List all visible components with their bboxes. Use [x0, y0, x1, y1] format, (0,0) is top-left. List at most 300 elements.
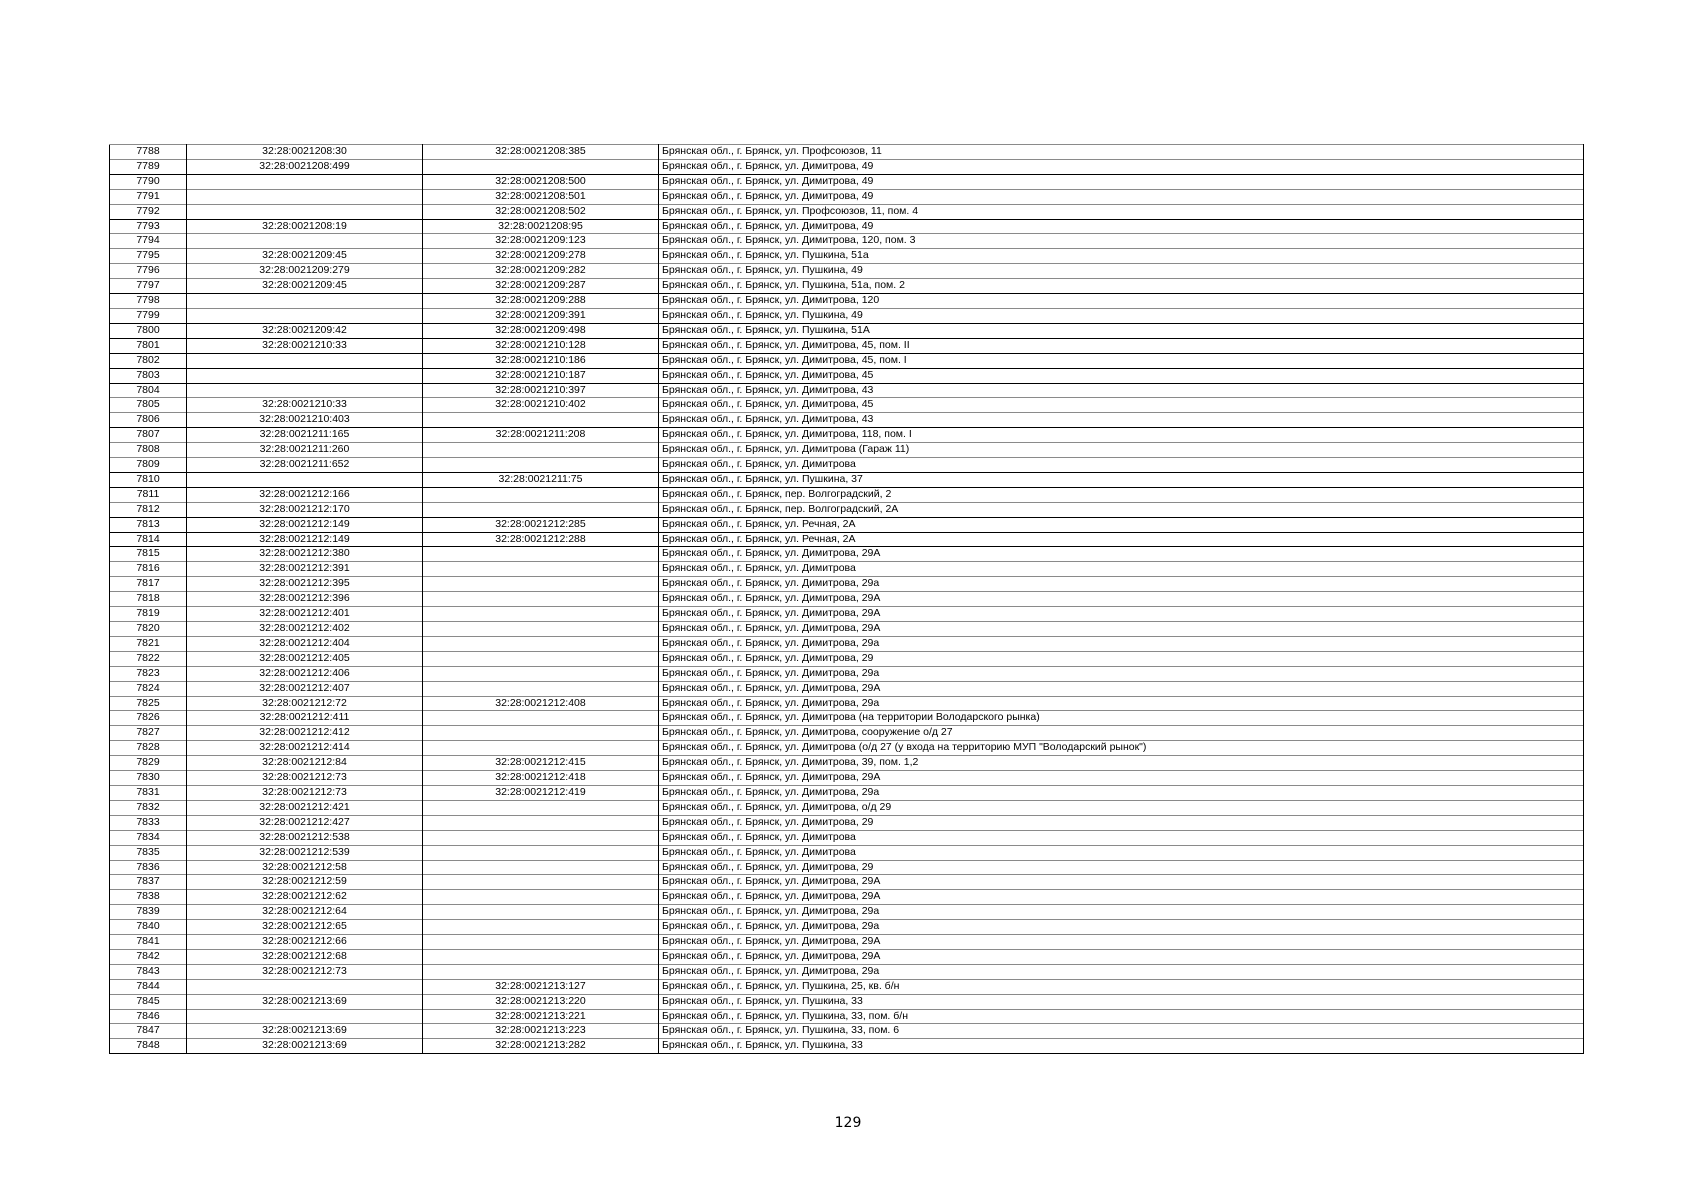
cadastral-number-1-cell: 32:28:0021212:405: [187, 651, 423, 666]
table-row: [110, 145, 1584, 160]
table-row: [110, 249, 1584, 264]
table-row: [110, 800, 1584, 815]
cadastral-number-1-cell: 32:28:0021211:652: [187, 458, 423, 473]
row-number-cell: 7812: [110, 502, 187, 517]
row-number-cell: 7789: [110, 159, 187, 174]
cadastral-number-1-cell: [187, 234, 423, 249]
cadastral-number-1-cell: 32:28:0021212:73: [187, 964, 423, 979]
address-cell: Брянская обл., г. Брянск, ул. Димитрова (на территории Володарского рынка): [659, 711, 1584, 726]
row-number-cell: 7810: [110, 472, 187, 487]
row-number-cell: 7808: [110, 443, 187, 458]
row-number-cell: 7788: [110, 145, 187, 160]
row-number-cell: 7799: [110, 308, 187, 323]
table-row: [110, 458, 1584, 473]
table-row: [110, 696, 1584, 711]
cadastral-number-1-cell: 32:28:0021211:165: [187, 428, 423, 443]
cadastral-number-1-cell: 32:28:0021212:539: [187, 845, 423, 860]
address-cell: Брянская обл., г. Брянск, ул. Димитрова, 45, пом. I: [659, 353, 1584, 368]
table-row: [110, 547, 1584, 562]
cadastral-number-2-cell: [423, 711, 659, 726]
address-cell: Брянская обл., г. Брянск, ул. Профсоюзов, 11: [659, 145, 1584, 160]
cadastral-number-2-cell: [423, 875, 659, 890]
address-cell: Брянская обл., г. Брянск, ул. Димитрова (Гараж 11): [659, 443, 1584, 458]
cadastral-number-1-cell: [187, 979, 423, 994]
cadastral-number-2-cell: 32:28:0021213:127: [423, 979, 659, 994]
cadastral-number-2-cell: [423, 577, 659, 592]
address-cell: Брянская обл., г. Брянск, ул. Димитрова, 29А: [659, 681, 1584, 696]
address-cell: Брянская обл., г. Брянск, ул. Димитрова: [659, 830, 1584, 845]
address-cell: Брянская обл., г. Брянск, ул. Димитрова, 29а: [659, 577, 1584, 592]
table-row: [110, 398, 1584, 413]
address-cell: Брянская обл., г. Брянск, ул. Димитрова, 120, пом. 3: [659, 234, 1584, 249]
address-cell: Брянская обл., г. Брянск, ул. Димитрова, о/д 29: [659, 800, 1584, 815]
cadastral-number-1-cell: 32:28:0021212:427: [187, 815, 423, 830]
row-number-cell: 7805: [110, 398, 187, 413]
address-cell: Брянская обл., г. Брянск, ул. Димитрова, 49: [659, 189, 1584, 204]
cadastral-number-2-cell: 32:28:0021209:123: [423, 234, 659, 249]
row-number-cell: 7804: [110, 383, 187, 398]
row-number-cell: 7815: [110, 547, 187, 562]
table-row: [110, 607, 1584, 622]
cadastral-number-2-cell: 32:28:0021210:397: [423, 383, 659, 398]
cadastral-number-2-cell: [423, 666, 659, 681]
table-row: [110, 443, 1584, 458]
row-number-cell: 7830: [110, 771, 187, 786]
cadastral-number-2-cell: 32:28:0021209:282: [423, 264, 659, 279]
cadastral-number-2-cell: [423, 860, 659, 875]
address-cell: Брянская обл., г. Брянск, ул. Пушкина, 49: [659, 264, 1584, 279]
address-cell: Брянская обл., г. Брянск, ул. Пушкина, 51а, пом. 2: [659, 279, 1584, 294]
cadastral-number-1-cell: 32:28:0021212:73: [187, 771, 423, 786]
row-number-cell: 7838: [110, 890, 187, 905]
table-row: [110, 741, 1584, 756]
cadastral-number-2-cell: 32:28:0021213:282: [423, 1039, 659, 1054]
cadastral-number-1-cell: 32:28:0021212:72: [187, 696, 423, 711]
cadastral-number-1-cell: [187, 353, 423, 368]
address-cell: Брянская обл., г. Брянск, пер. Волгоградский, 2: [659, 487, 1584, 502]
cadastral-number-2-cell: 32:28:0021213:221: [423, 1009, 659, 1024]
cadastral-number-1-cell: 32:28:0021209:45: [187, 249, 423, 264]
cadastral-number-1-cell: 32:28:0021212:407: [187, 681, 423, 696]
cadastral-number-1-cell: 32:28:0021212:170: [187, 502, 423, 517]
address-cell: Брянская обл., г. Брянск, ул. Пушкина, 37: [659, 472, 1584, 487]
row-number-cell: 7806: [110, 413, 187, 428]
address-cell: Брянская обл., г. Брянск, ул. Димитрова, 29а: [659, 920, 1584, 935]
cadastral-number-2-cell: 32:28:0021213:220: [423, 994, 659, 1009]
cadastral-number-1-cell: [187, 294, 423, 309]
table-row: [110, 413, 1584, 428]
cadastral-number-1-cell: 32:28:0021208:30: [187, 145, 423, 160]
cadastral-number-1-cell: 32:28:0021209:45: [187, 279, 423, 294]
cadastral-number-1-cell: 32:28:0021210:33: [187, 338, 423, 353]
cadastral-number-2-cell: [423, 726, 659, 741]
address-cell: Брянская обл., г. Брянск, ул. Пушкина, 25, кв. б/н: [659, 979, 1584, 994]
address-cell: Брянская обл., г. Брянск, ул. Димитрова, 120: [659, 294, 1584, 309]
address-cell: Брянская обл., г. Брянск, ул. Димитрова, 29а: [659, 666, 1584, 681]
row-number-cell: 7822: [110, 651, 187, 666]
address-cell: Брянская обл., г. Брянск, ул. Димитрова, 29А: [659, 547, 1584, 562]
cadastral-number-1-cell: 32:28:0021212:396: [187, 592, 423, 607]
row-number-cell: 7792: [110, 204, 187, 219]
cadastral-number-2-cell: [423, 547, 659, 562]
row-number-cell: 7824: [110, 681, 187, 696]
row-number-cell: 7797: [110, 279, 187, 294]
cadastral-number-2-cell: 32:28:0021210:186: [423, 353, 659, 368]
cadastral-number-2-cell: 32:28:0021213:223: [423, 1024, 659, 1039]
table-row: [110, 771, 1584, 786]
table-row: [110, 368, 1584, 383]
cadastral-number-1-cell: 32:28:0021208:499: [187, 159, 423, 174]
cadastral-number-2-cell: [423, 592, 659, 607]
address-cell: Брянская обл., г. Брянск, ул. Димитрова, 29а: [659, 636, 1584, 651]
address-cell: Брянская обл., г. Брянск, ул. Димитрова: [659, 458, 1584, 473]
row-number-cell: 7827: [110, 726, 187, 741]
table-row: [110, 428, 1584, 443]
cadastral-number-2-cell: [423, 815, 659, 830]
address-cell: Брянская обл., г. Брянск, ул. Димитрова, 29: [659, 860, 1584, 875]
address-cell: Брянская обл., г. Брянск, ул. Димитрова: [659, 562, 1584, 577]
cadastral-number-2-cell: 32:28:0021209:288: [423, 294, 659, 309]
cadastral-number-2-cell: 32:28:0021208:501: [423, 189, 659, 204]
row-number-cell: 7828: [110, 741, 187, 756]
cadastral-number-1-cell: [187, 308, 423, 323]
row-number-cell: 7801: [110, 338, 187, 353]
cadastral-number-1-cell: 32:28:0021212:411: [187, 711, 423, 726]
cadastral-number-1-cell: 32:28:0021213:69: [187, 1024, 423, 1039]
row-number-cell: 7795: [110, 249, 187, 264]
cadastral-number-2-cell: 32:28:0021208:500: [423, 174, 659, 189]
address-cell: Брянская обл., г. Брянск, ул. Пушкина, 33, пом. б/н: [659, 1009, 1584, 1024]
cadastral-number-2-cell: 32:28:0021209:278: [423, 249, 659, 264]
table-row: [110, 636, 1584, 651]
row-number-cell: 7839: [110, 905, 187, 920]
cadastral-number-1-cell: 32:28:0021212:404: [187, 636, 423, 651]
cadastral-number-1-cell: 32:28:0021209:42: [187, 323, 423, 338]
address-cell: Брянская обл., г. Брянск, ул. Димитрова, 49: [659, 174, 1584, 189]
cadastral-number-1-cell: 32:28:0021211:260: [187, 443, 423, 458]
cadastral-number-1-cell: [187, 1009, 423, 1024]
row-number-cell: 7834: [110, 830, 187, 845]
table-row: [110, 935, 1584, 950]
row-number-cell: 7842: [110, 949, 187, 964]
row-number-cell: 7811: [110, 487, 187, 502]
cadastral-number-1-cell: 32:28:0021212:68: [187, 949, 423, 964]
cadastral-number-1-cell: 32:28:0021212:73: [187, 785, 423, 800]
cadastral-number-1-cell: 32:28:0021213:69: [187, 1039, 423, 1054]
row-number-cell: 7817: [110, 577, 187, 592]
table-row: [110, 994, 1584, 1009]
table-row: [110, 532, 1584, 547]
table-row: [110, 353, 1584, 368]
cadastral-number-2-cell: 32:28:0021209:498: [423, 323, 659, 338]
cadastral-number-1-cell: 32:28:0021212:538: [187, 830, 423, 845]
cadastral-number-2-cell: [423, 443, 659, 458]
row-number-cell: 7835: [110, 845, 187, 860]
row-number-cell: 7790: [110, 174, 187, 189]
cadastral-number-2-cell: 32:28:0021211:75: [423, 472, 659, 487]
row-number-cell: 7802: [110, 353, 187, 368]
cadastral-number-1-cell: 32:28:0021209:279: [187, 264, 423, 279]
row-number-cell: 7803: [110, 368, 187, 383]
table-row: [110, 502, 1584, 517]
cadastral-number-2-cell: [423, 607, 659, 622]
row-number-cell: 7819: [110, 607, 187, 622]
row-number-cell: 7847: [110, 1024, 187, 1039]
cadastral-number-2-cell: [423, 413, 659, 428]
cadastral-number-1-cell: 32:28:0021212:59: [187, 875, 423, 890]
cadastral-number-1-cell: 32:28:0021212:149: [187, 532, 423, 547]
row-number-cell: 7825: [110, 696, 187, 711]
address-cell: Брянская обл., г. Брянск, ул. Димитрова, 29а: [659, 964, 1584, 979]
cadastral-number-2-cell: [423, 800, 659, 815]
row-number-cell: 7823: [110, 666, 187, 681]
table-row: [110, 726, 1584, 741]
cadastral-number-1-cell: 32:28:0021212:149: [187, 517, 423, 532]
cadastral-number-2-cell: [423, 830, 659, 845]
cadastral-number-2-cell: [423, 562, 659, 577]
address-cell: Брянская обл., г. Брянск, ул. Пушкина, 33: [659, 994, 1584, 1009]
cadastral-number-1-cell: 32:28:0021212:406: [187, 666, 423, 681]
address-cell: Брянская обл., г. Брянск, ул. Пушкина, 49: [659, 308, 1584, 323]
table-row: [110, 383, 1584, 398]
cadastral-number-1-cell: 32:28:0021212:64: [187, 905, 423, 920]
address-cell: Брянская обл., г. Брянск, ул. Димитрова, 29А: [659, 949, 1584, 964]
table-row: [110, 487, 1584, 502]
address-cell: Брянская обл., г. Брянск, ул. Димитрова, 29А: [659, 935, 1584, 950]
row-number-cell: 7818: [110, 592, 187, 607]
cadastral-number-2-cell: 32:28:0021212:288: [423, 532, 659, 547]
row-number-cell: 7793: [110, 219, 187, 234]
cadastral-number-2-cell: 32:28:0021208:95: [423, 219, 659, 234]
table-row: [110, 517, 1584, 532]
row-number-cell: 7800: [110, 323, 187, 338]
cadastral-number-2-cell: [423, 935, 659, 950]
table-row: [110, 756, 1584, 771]
address-cell: Брянская обл., г. Брянск, ул. Димитрова, сооружение о/д 27: [659, 726, 1584, 741]
row-number-cell: 7837: [110, 875, 187, 890]
address-cell: Брянская обл., г. Брянск, ул. Димитрова, 29: [659, 651, 1584, 666]
address-cell: Брянская обл., г. Брянск, ул. Речная, 2А: [659, 517, 1584, 532]
row-number-cell: 7833: [110, 815, 187, 830]
cadastral-number-2-cell: 32:28:0021209:287: [423, 279, 659, 294]
cadastral-number-2-cell: 32:28:0021212:408: [423, 696, 659, 711]
cadastral-number-2-cell: [423, 890, 659, 905]
address-cell: Брянская обл., г. Брянск, ул. Димитрова, 29а: [659, 696, 1584, 711]
cadastral-number-2-cell: [423, 651, 659, 666]
cadastral-number-1-cell: 32:28:0021212:65: [187, 920, 423, 935]
table-row: [110, 1009, 1584, 1024]
row-number-cell: 7814: [110, 532, 187, 547]
cadastral-number-2-cell: [423, 905, 659, 920]
table-row: [110, 174, 1584, 189]
page-number: 129: [834, 1115, 862, 1131]
cadastral-number-1-cell: [187, 174, 423, 189]
cadastral-number-2-cell: [423, 741, 659, 756]
cadastral-table: [109, 144, 1584, 1054]
table-row: [110, 562, 1584, 577]
row-number-cell: 7807: [110, 428, 187, 443]
cadastral-number-2-cell: [423, 681, 659, 696]
row-number-cell: 7796: [110, 264, 187, 279]
cadastral-number-1-cell: 32:28:0021212:421: [187, 800, 423, 815]
table-row: [110, 338, 1584, 353]
address-cell: Брянская обл., г. Брянск, ул. Димитрова, 45: [659, 368, 1584, 383]
row-number-cell: 7809: [110, 458, 187, 473]
address-cell: Брянская обл., г. Брянск, ул. Димитрова, 29А: [659, 607, 1584, 622]
address-cell: Брянская обл., г. Брянск, ул. Димитрова, 43: [659, 383, 1584, 398]
table-row: [110, 189, 1584, 204]
table-row: [110, 830, 1584, 845]
row-number-cell: 7841: [110, 935, 187, 950]
cadastral-number-1-cell: [187, 383, 423, 398]
row-number-cell: 7794: [110, 234, 187, 249]
cadastral-number-2-cell: [423, 622, 659, 637]
table-row: [110, 920, 1584, 935]
row-number-cell: 7826: [110, 711, 187, 726]
table-row: [110, 1024, 1584, 1039]
address-cell: Брянская обл., г. Брянск, ул. Пушкина, 51а: [659, 249, 1584, 264]
table-row: [110, 711, 1584, 726]
cadastral-number-1-cell: 32:28:0021212:380: [187, 547, 423, 562]
cadastral-number-1-cell: 32:28:0021212:166: [187, 487, 423, 502]
row-number-cell: 7846: [110, 1009, 187, 1024]
table-row: [110, 905, 1584, 920]
table-row: [110, 815, 1584, 830]
cadastral-number-1-cell: [187, 204, 423, 219]
address-cell: Брянская обл., г. Брянск, ул. Димитрова, 29а: [659, 905, 1584, 920]
table-row: [110, 785, 1584, 800]
table-row: [110, 875, 1584, 890]
table-row: [110, 204, 1584, 219]
table-row: [110, 592, 1584, 607]
cadastral-number-2-cell: 32:28:0021212:285: [423, 517, 659, 532]
cadastral-number-2-cell: [423, 502, 659, 517]
table-row: [110, 860, 1584, 875]
cadastral-number-1-cell: 32:28:0021212:58: [187, 860, 423, 875]
cadastral-number-2-cell: [423, 949, 659, 964]
cadastral-number-1-cell: [187, 472, 423, 487]
cadastral-number-1-cell: [187, 368, 423, 383]
address-cell: Брянская обл., г. Брянск, ул. Димитрова, 45: [659, 398, 1584, 413]
cadastral-number-1-cell: 32:28:0021212:402: [187, 622, 423, 637]
address-cell: Брянская обл., г. Брянск, ул. Димитрова, 118, пом. I: [659, 428, 1584, 443]
table-body: [110, 145, 1584, 1054]
cadastral-number-1-cell: [187, 189, 423, 204]
table-row: [110, 234, 1584, 249]
address-cell: Брянская обл., г. Брянск, ул. Димитрова, 49: [659, 219, 1584, 234]
address-cell: Брянская обл., г. Брянск, ул. Пушкина, 33: [659, 1039, 1584, 1054]
address-cell: Брянская обл., г. Брянск, ул. Димитрова, 39, пом. 1,2: [659, 756, 1584, 771]
cadastral-number-1-cell: 32:28:0021212:391: [187, 562, 423, 577]
cadastral-number-1-cell: 32:28:0021212:401: [187, 607, 423, 622]
row-number-cell: 7848: [110, 1039, 187, 1054]
cadastral-number-1-cell: 32:28:0021208:19: [187, 219, 423, 234]
table-row: [110, 964, 1584, 979]
address-cell: Брянская обл., г. Брянск, ул. Димитрова: [659, 845, 1584, 860]
address-cell: Брянская обл., г. Брянск, ул. Димитрова, 29А: [659, 592, 1584, 607]
cadastral-number-2-cell: 32:28:0021210:187: [423, 368, 659, 383]
row-number-cell: 7845: [110, 994, 187, 1009]
table-row: [110, 890, 1584, 905]
table-row: [110, 264, 1584, 279]
cadastral-number-2-cell: 32:28:0021212:418: [423, 771, 659, 786]
address-cell: Брянская обл., г. Брянск, ул. Димитрова, 43: [659, 413, 1584, 428]
address-cell: Брянская обл., г. Брянск, ул. Димитрова, 29А: [659, 622, 1584, 637]
table-row: [110, 219, 1584, 234]
table-row: [110, 159, 1584, 174]
row-number-cell: 7821: [110, 636, 187, 651]
row-number-cell: 7798: [110, 294, 187, 309]
row-number-cell: 7832: [110, 800, 187, 815]
address-cell: Брянская обл., г. Брянск, ул. Димитрова (о/д 27 (у входа на территорию МУП "Володарский рынок"): [659, 741, 1584, 756]
address-cell: Брянская обл., г. Брянск, ул. Димитрова, 29А: [659, 771, 1584, 786]
row-number-cell: 7840: [110, 920, 187, 935]
row-number-cell: 7831: [110, 785, 187, 800]
cadastral-number-1-cell: 32:28:0021213:69: [187, 994, 423, 1009]
cadastral-number-2-cell: 32:28:0021209:391: [423, 308, 659, 323]
address-cell: Брянская обл., г. Брянск, пер. Волгоградский, 2А: [659, 502, 1584, 517]
address-cell: Брянская обл., г. Брянск, ул. Речная, 2А: [659, 532, 1584, 547]
table-row: [110, 845, 1584, 860]
table-row: [110, 577, 1584, 592]
cadastral-number-1-cell: 32:28:0021210:403: [187, 413, 423, 428]
table-row: [110, 979, 1584, 994]
address-cell: Брянская обл., г. Брянск, ул. Димитрова, 29: [659, 815, 1584, 830]
address-cell: Брянская обл., г. Брянск, ул. Пушкина, 51А: [659, 323, 1584, 338]
row-number-cell: 7816: [110, 562, 187, 577]
cadastral-number-2-cell: [423, 964, 659, 979]
cadastral-number-1-cell: 32:28:0021212:412: [187, 726, 423, 741]
cadastral-number-2-cell: [423, 845, 659, 860]
cadastral-number-1-cell: 32:28:0021210:33: [187, 398, 423, 413]
address-cell: Брянская обл., г. Брянск, ул. Димитрова, 29А: [659, 875, 1584, 890]
table-row: [110, 1039, 1584, 1054]
cadastral-number-2-cell: 32:28:0021210:402: [423, 398, 659, 413]
row-number-cell: 7813: [110, 517, 187, 532]
row-number-cell: 7844: [110, 979, 187, 994]
table-row: [110, 279, 1584, 294]
cadastral-number-2-cell: 32:28:0021212:419: [423, 785, 659, 800]
cadastral-number-2-cell: 32:28:0021208:502: [423, 204, 659, 219]
row-number-cell: 7843: [110, 964, 187, 979]
table-row: [110, 651, 1584, 666]
cadastral-number-2-cell: [423, 458, 659, 473]
address-cell: Брянская обл., г. Брянск, ул. Димитрова, 29А: [659, 890, 1584, 905]
cadastral-number-1-cell: 32:28:0021212:414: [187, 741, 423, 756]
row-number-cell: 7820: [110, 622, 187, 637]
cadastral-number-2-cell: [423, 636, 659, 651]
cadastral-number-2-cell: 32:28:0021208:385: [423, 145, 659, 160]
cadastral-number-2-cell: [423, 920, 659, 935]
cadastral-number-2-cell: [423, 487, 659, 502]
cadastral-number-1-cell: 32:28:0021212:84: [187, 756, 423, 771]
cadastral-number-2-cell: 32:28:0021210:128: [423, 338, 659, 353]
table-row: [110, 472, 1584, 487]
table-row: [110, 666, 1584, 681]
table-row: [110, 294, 1584, 309]
cadastral-number-2-cell: 32:28:0021212:415: [423, 756, 659, 771]
address-cell: Брянская обл., г. Брянск, ул. Профсоюзов, 11, пом. 4: [659, 204, 1584, 219]
cadastral-number-1-cell: 32:28:0021212:66: [187, 935, 423, 950]
row-number-cell: 7836: [110, 860, 187, 875]
table-row: [110, 622, 1584, 637]
row-number-cell: 7791: [110, 189, 187, 204]
table-row: [110, 949, 1584, 964]
cadastral-number-2-cell: [423, 159, 659, 174]
table-row: [110, 323, 1584, 338]
cadastral-number-1-cell: 32:28:0021212:62: [187, 890, 423, 905]
table-row: [110, 308, 1584, 323]
